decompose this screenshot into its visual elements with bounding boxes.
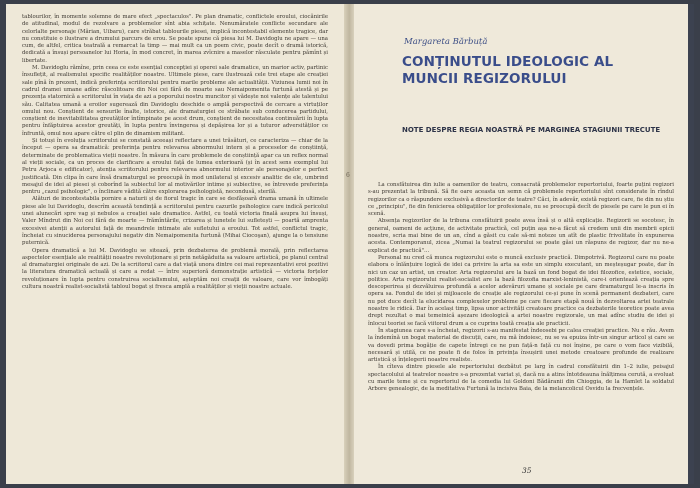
article-subtitle: NOTE DESPRE REGIA NOASTRĂ PE MARGINEA STAGIUNII TRECUTE bbox=[402, 126, 661, 134]
gutter-mark: 6 bbox=[346, 172, 350, 179]
right-paragraph: În stagiunea care s-a încheiat, regizorii s-au manifestat îndeosebi pe calea creației practice. Nu e rău. Avem la îndemînă un bogat material de discuții, care, nu mă îndoiesc, nu se va epuiza într-un singur articol și care se va dovedi prima bogăție de capete întregi ce ne pun față-n față cu noi înșine, pe care o vom face vizibilă, necesară și utilă, ce ne poate fi de folos în privința însușirii unei metode creatoare profunde de realizare artistică și înțelegerii noastre realiste. bbox=[368, 327, 674, 364]
left-paragraph: tablourilor, în momente solemne de mare efect „spectaculos". Pe plan dramatic, conflictele eroului, ciocănirile de atitudinal, modul de rezolvare a problemelor sînt abia schițate. Nenumăratele conflicte secundare ale celorlalte personaje (Mărian, Uibaru), care străbat tablourile piesei, implică incontestabil elemente tragice, dar nu constituie o ilustrare a drumului parcurs de erou. Se poate spune că piesa lui M. Davidoglu ne apare — una cum, de altfel, critica teatrală a remarcat la timp — mai mult ca un poem civic, poate decît o dramă istorică, dedicată a însuși persoanelor lui Horia, în mod concret, în marea zvîcnire a maselor răsculate pentru pămînt și libertate. bbox=[22, 14, 328, 64]
left-paragraph: Opera dramatică a lui M. Davidoglu se sitează, prin dezbaterea de problemă morală, prin reflectarea aspectelor esențiale ale realității noastre revoluționare și prin netăgăduita sa valoare artistică, pe planul central al dramaturgiei originale de azi. De la scriitorul care a dat viață unora dintre cei mai reprezentativi eroi pozitivi la literatura dramatică actuală și care a redat — între superioră demonstrație artistică — victoria forțelor revoluționare în lupta pentru construirea socialismului, așteptăm noi creații de valoare, care vor îmbogăți cultura noastră realist-socialistă tabloul bogat și fresca amplă a realităților și vieții noastre actuale. bbox=[22, 247, 328, 290]
book-spread bbox=[6, 4, 694, 484]
article-author: Margareta Bărbuță bbox=[404, 37, 488, 47]
right-paragraph: Absența regizorilor de la tribuna consfătuirii poate avea însă și o altă explicație. Regizorii se socotesc, în general, oameni de acțiune, de activitate practică, cel puțin așa ne-a făcut să credem unii din membrii epicii noastre, scria mai bine de un an, cînd a găsit cu cale să-mi noteze un atît de plastic frivolitate în expunerea acesta. Contemporanul, zicea „Numai la teatrul regizorului se poate găsi un răspuns de regizor, dar nu ne-a explicat de practică"… bbox=[368, 218, 674, 254]
right-page bbox=[354, 4, 694, 484]
article-title: CONȚINUTUL IDEOLOGIC AL MUNCII REGIZORULUI bbox=[402, 54, 614, 87]
page-number: 35 bbox=[522, 466, 532, 475]
left-page bbox=[6, 4, 346, 484]
right-page-body bbox=[368, 182, 674, 394]
right-paragraph: În cîteva dintre piesele ale repertoriului dezbătut pe larg în cadrul consfătuirii din 1–2 iulie, peisajul spectacolului al teatrelor noastre s-a prezentat variat și, dacă nu a atins întotdeauna înălțimea cerută, a evoluat cu marile teme și cu repertoriul de la comedia lui Goldoni Bădăranii din Chioggia, de la Hamlet la soldatul Arbore genealogic, de la meditativa Furtună la incisiva Baia, de la melancolicul Osvidu la frecvențele. bbox=[368, 364, 674, 393]
right-paragraph: Personal nu cred că munca regizorului este o muncă exclusiv practică. Dimpotrivă. Regizorul care nu poate elabora o înlănțuire logică de idei ca privire la arta sa este un simplu executant, un meșteșugar poate, dar în nici un caz un artist, un creator. Arta regizorului are la bază un fond bogat de idei filozofice, estetice, sociale, politice. Arta regizorului realist-socialist are la bază filozofia marxist-leninistă, care-i orientează creația spre descoperirea și dezvăluirea profundă a acelor adevăruri umane și sociale pe care dramaturgul le-a inscris în opera sa. Fondul de idei și mijloacele de creație ale regizorului ce-și pune în scenă permanent dezbateri, care nu pot duce decît la elucidarea complexelor probleme pe care fiecare etapă nouă în dezvoltarea artei teatrale noastre le ridică. Dar în același timp, lipsa unor activități creatoare practice ca dezbaterile teoretice poate avea drept rezultat o mai temeinică așezare ideologică a artei noastre regizorale, un mai adînc studiu de idei și înlocui teoriei se facă viitorul drum a ce cuprins toată creația ale practicii. bbox=[368, 254, 674, 327]
left-paragraph: Alături de incontestabila pornire a naturii și de fiorul tragic în care se desfășoară drama umană în ultimele piese ale lui Davidoglu, descrîm această tendință a scriitorului pentru cazurile psihologice care indică pericolul unei alunecări spre vag și nebulos a creației sale dramatice. Astfel, cu toată victoria finală asupra lui însuși, Valer Mîndrut din Noi cei fără de moarte — frămîntările, crizarea și lunetele lui sufletești — poartă amprenta excesivei atenții a autorului față de meandrele intimate ale sufletului a eroului. Tot astfel, conflictul tragic, încheiat cu sinuciderea personajului negativ din Nemaipomenita furtună (Mihai Ciocoşan), ajunge la o tensiune puternică. bbox=[22, 196, 328, 247]
left-paragraph: M. Davidoglu rămîne, prin ceea ce este esențial concepției și operei sale dramatice, un marior activ, partinic însuflețit, al realismului specific realităților noastre. Ultimele piese, care ilustrează cele trei etape ale creației sale pînă în prezent, indică preferința scriitorului pentru marile probleme ale actualității. Viziunea lumii noi în cadrul dramei umane adînc răscolitoare din Noi cei fără de moarte sau Nemaipomenita furtună atestă și pe prezența statornică a scriitorului în viața de azi a poporului nostru muncitor și vădește noi valențe ale talentului său. Calitatea umană a eroilor sugerează din Davidoglu deschide o amplă perspectivă de cercare a virtuților omului nou. Conștient de sensurile înalte, istorice, ale dramaturgiei ce străbate sub conducerea partidului, conștient de inevitabilitatea greutăților întîmpinate pe acest drum, conștient de necesitatea continuării în lupta pentru înfăptuirea acestor greutăți, în lupta pentru învingerea și depășirea lor și a tuturor adversităților ce înfruntă, omul nou apare către el plin de dinamism militant. bbox=[22, 65, 328, 137]
left-page-body bbox=[22, 14, 328, 291]
left-paragraph: Și totuși în evoluția scriitorului se constată aceeași reflectare a unei trăsături, ce caracteriza — chiar de la început — opera sa dramatică: preferința pentru relevarea abnormului intern și a proceselor de conștiință, determinate de problematica vieții noastre. În măsura în care problemele de conștiință apar ca un reflex normal al vieții sociale, ca un proces de clarificare a eroului față de lumea exterioară (și în acest sens exemplul lui Petru Arjoca e edificator), atenția scriitorului pentru relevarea abnormului interior ale personajelor e perfect justificată. Din clipa în care însă dramaturgul se preocupă în mod unilateral și excesiv analitic de ele, umbrind mesajul de idei al piesei și coborînd la subiectul lor al motivărilor intime și subiective, se întrevede preferința pentru „cazul psihologic", o înclinare vădită către explorarea psihologistă, necondusă, sterilă. bbox=[22, 138, 328, 196]
right-paragraph: La consfătuirea din iulie a oamenilor de teatru, consacrată problemelor repertoriului, foarte puțini regizori s-au prezentat la tribună. Să fie oare aceasta un semn că problemele repertoriului sînt considerate în rîndul regizorilor ca o răspundere exclusivă a directorilor de teatre? Căci, în adevăr, există regizori care, fie din nu știu ce „principiu", fie din fenicierea obligațiilor lor profesionale, nu se preocupă decît de piesele pe care le pun ei în scenă. bbox=[368, 182, 674, 218]
book-cover-edge-right bbox=[688, 4, 694, 484]
